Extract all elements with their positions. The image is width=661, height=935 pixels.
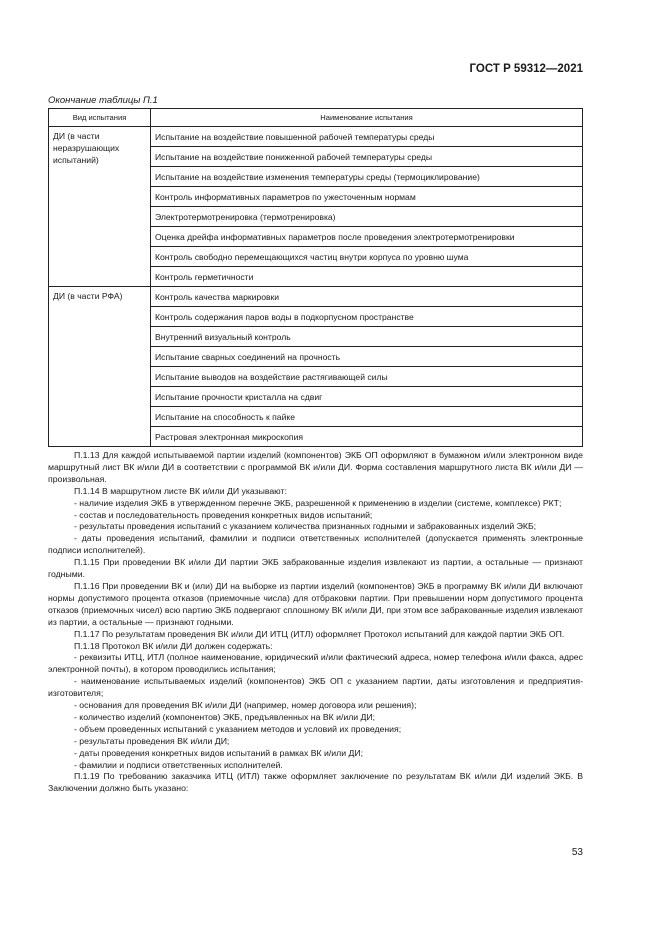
paragraph: - даты проведения конкретных видов испытаний в рамках ВК и/или ДИ; [74, 747, 364, 758]
paragraph: - результаты проведения ВК и/или ДИ; [74, 735, 230, 746]
paragraph: - фамилии и подписи ответственных исполнителей. [74, 759, 283, 770]
paragraph: П.1.19 По требованию заказчика ИТЦ (ИТЛ) также оформляет заключение по результатам ВК и/или ДИ изделий ЭКБ. В Заключении должно быть указано: [48, 771, 583, 794]
test-name-cell: Растровая электронная микроскопия [151, 427, 583, 447]
table-row [49, 127, 583, 147]
page-number: 53 [571, 847, 583, 858]
paragraph: - наличие изделия ЭКБ в утвержденном перечне ЭКБ, разрешенной к применению в изделии (системе, комплексе) РКТ; [74, 497, 562, 508]
standard-number: ГОСТ Р 59312—2021 [469, 63, 583, 75]
test-name-cell: Контроль герметичности [151, 267, 583, 287]
test-name-cell: Испытание на способность к пайке [151, 407, 583, 427]
table-body [49, 127, 583, 447]
test-name-cell: Контроль качества маркировки [151, 287, 583, 307]
test-name-cell: Испытание на воздействие пониженной рабочей температуры среды [151, 147, 583, 167]
test-name-cell: Оценка дрейфа информативных параметров после проведения электротермотренировки [151, 227, 583, 247]
test-name-cell: Испытание прочности кристалла на сдвиг [151, 387, 583, 407]
table-header-row [49, 109, 583, 127]
test-name-cell: Внутренний визуальный контроль [151, 327, 583, 347]
tests-table [48, 108, 583, 447]
test-name-cell: Контроль содержания паров воды в подкорпусном пространстве [151, 307, 583, 327]
test-name-cell: Испытание выводов на воздействие растягивающей силы [151, 367, 583, 387]
test-name-cell: Испытание сварных соединений на прочность [151, 347, 583, 367]
paragraph: П.1.16 При проведении ВК и (или) ДИ на выборке из партии изделий (компонентов) ЭКБ в программу ВК и/или ДИ включают нормы допустимого процента отказов (приемочные числа) для отбраковки партии. При превышении норм допустимого процента отказов (приемочных чисел) всю партию ЭКБ подвергают сплошному ВК и/или ДИ, при этом все забракованные изделия извлекают из партии, а остальные — признают годными. [48, 580, 583, 627]
document-body [48, 450, 583, 795]
paragraph: П.1.15 При проведении ВК и/или ДИ партии ЭКБ забракованные изделия извлекают из партии, а остальные — признают годными. [48, 557, 583, 580]
paragraph: - результаты проведения испытаний с указанием количества признанных годными и забракованных изделий ЭКБ; [74, 521, 537, 532]
test-name-cell: Испытание на воздействие повышенной рабочей температуры среды [151, 127, 583, 147]
paragraph: - объем проведенных испытаний с указанием методов и условий их проведения; [74, 723, 402, 734]
paragraph: П.1.18 Протокол ВК и/или ДИ должен содержать: [74, 640, 273, 651]
test-name-cell: Контроль информативных параметров по ужесточенным нормам [151, 187, 583, 207]
paragraph: П.1.13 Для каждой испытываемой партии изделий (компонентов) ЭКБ ОП оформляют в бумажном и/или электронном виде маршрутный лист ВК и/или ДИ в соответствии с программой ВК и/или ДИ. Форма составления маршрутного листа ВК и/или ДИ — произвольная. [48, 450, 583, 484]
paragraph: - реквизиты ИТЦ, ИТЛ (полное наименование, юридический и/или фактический адреса, номер телефона и/или факса, адрес электронной почты), в котором проводились испытания; [48, 652, 583, 675]
paragraph: - даты проведения испытаний, фамилии и подписи ответственных исполнителей (допускается применять электронные подписи исполнителей). [48, 533, 583, 556]
test-name-cell: Испытание на воздействие изменения температуры среды (термоциклирование) [151, 167, 583, 187]
paragraph: - состав и последовательность проведения конкретных видов испытаний; [74, 509, 373, 520]
test-name-cell: Электротермотренировка (термотренировка) [151, 207, 583, 227]
test-type-cell: ДИ (в части неразрушающих испытаний) [49, 127, 151, 287]
paragraph: П.1.14 В маршрутном листе ВК и/или ДИ указывают: [74, 485, 287, 496]
column-header-type: Вид испытания [49, 109, 151, 127]
test-type-cell: ДИ (в части РФА) [49, 287, 151, 447]
paragraph: П.1.17 По результатам проведения ВК и/или ДИ ИТЦ (ИТЛ) оформляет Протокол испытаний для каждой партии ЭКБ ОП. [74, 628, 565, 639]
paragraph: - основания для проведения ВК и/или ДИ (например, номер договора или решения); [74, 700, 417, 711]
table-caption: Окончание таблицы П.1 [48, 95, 158, 106]
test-name-cell: Контроль свободно перемещающихся частиц внутри корпуса по уровню шума [151, 247, 583, 267]
paragraph: - наименование испытываемых изделий (компонентов) ЭКБ ОП с указанием партии, даты изготовления и предприятия-изготовителя; [48, 676, 583, 699]
table-row [49, 287, 583, 307]
paragraph: - количество изделий (компонентов) ЭКБ, предъявленных на ВК и/или ДИ; [74, 711, 376, 722]
column-header-name: Наименование испытания [151, 109, 583, 127]
